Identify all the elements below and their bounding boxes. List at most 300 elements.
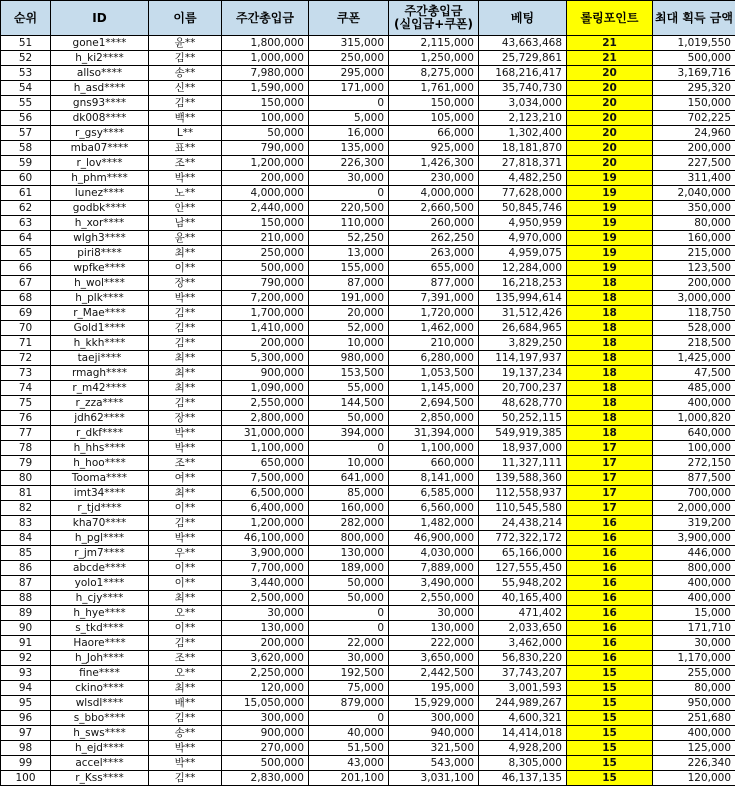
- cell-name: 김**: [149, 636, 222, 651]
- cell-coupon: 75,000: [309, 681, 389, 696]
- cell-weekly-deposit: 1,000,000: [222, 51, 309, 66]
- cell-id: gone1****: [51, 36, 149, 51]
- cell-weekly-total: 1,145,000: [389, 381, 479, 396]
- cell-max-reward: 446,000: [653, 546, 735, 561]
- cell-weekly-deposit: 7,700,000: [222, 561, 309, 576]
- cell-weekly-total: 130,000: [389, 621, 479, 636]
- cell-weekly-deposit: 250,000: [222, 246, 309, 261]
- cell-rank: 95: [1, 696, 51, 711]
- cell-rolling-points: 17: [567, 501, 653, 516]
- cell-id: wpfke****: [51, 261, 149, 276]
- cell-rolling-points: 18: [567, 426, 653, 441]
- cell-betting: 27,818,371: [479, 156, 567, 171]
- cell-name: 최**: [149, 486, 222, 501]
- cell-max-reward: 1,425,000: [653, 351, 735, 366]
- cell-rolling-points: 18: [567, 276, 653, 291]
- cell-betting: 4,482,250: [479, 171, 567, 186]
- cell-id: dk008****: [51, 111, 149, 126]
- cell-rank: 75: [1, 396, 51, 411]
- cell-betting: 471,402: [479, 606, 567, 621]
- cell-coupon: 0: [309, 186, 389, 201]
- cell-coupon: 5,000: [309, 111, 389, 126]
- cell-name: L**: [149, 126, 222, 141]
- cell-rank: 94: [1, 681, 51, 696]
- table-row: [1, 771, 735, 786]
- cell-max-reward: 700,000: [653, 486, 735, 501]
- table-row: [1, 186, 735, 201]
- cell-betting: 77,628,000: [479, 186, 567, 201]
- cell-coupon: 201,100: [309, 771, 389, 786]
- table-row: [1, 531, 735, 546]
- cell-rolling-points: 20: [567, 111, 653, 126]
- cell-rank: 53: [1, 66, 51, 81]
- cell-betting: 8,305,000: [479, 756, 567, 771]
- cell-name: 윤**: [149, 231, 222, 246]
- cell-betting: 4,970,000: [479, 231, 567, 246]
- cell-betting: 1,302,400: [479, 126, 567, 141]
- cell-max-reward: 226,340: [653, 756, 735, 771]
- cell-rolling-points: 19: [567, 201, 653, 216]
- cell-weekly-deposit: 7,200,000: [222, 291, 309, 306]
- cell-rank: 84: [1, 531, 51, 546]
- cell-id: h_hye****: [51, 606, 149, 621]
- cell-max-reward: 80,000: [653, 216, 735, 231]
- col-header-weekly-total: 주간총입금 (실입금+쿠폰): [389, 1, 479, 36]
- cell-max-reward: 500,000: [653, 51, 735, 66]
- cell-betting: 14,414,018: [479, 726, 567, 741]
- cell-id: taeji****: [51, 351, 149, 366]
- cell-rolling-points: 18: [567, 336, 653, 351]
- cell-name: 오**: [149, 666, 222, 681]
- cell-coupon: 10,000: [309, 456, 389, 471]
- cell-betting: 65,166,000: [479, 546, 567, 561]
- cell-weekly-deposit: 6,400,000: [222, 501, 309, 516]
- cell-name: 김**: [149, 51, 222, 66]
- cell-rolling-points: 16: [567, 636, 653, 651]
- cell-coupon: 55,000: [309, 381, 389, 396]
- col-header-name: 이름: [149, 1, 222, 36]
- cell-name: 남**: [149, 216, 222, 231]
- cell-id: gns93****: [51, 96, 149, 111]
- cell-max-reward: 702,225: [653, 111, 735, 126]
- cell-betting: 26,684,965: [479, 321, 567, 336]
- cell-weekly-total: 2,442,500: [389, 666, 479, 681]
- cell-id: jdh62****: [51, 411, 149, 426]
- cell-id: h_ejd****: [51, 741, 149, 756]
- cell-weekly-total: 2,550,000: [389, 591, 479, 606]
- cell-weekly-total: 321,500: [389, 741, 479, 756]
- cell-rank: 73: [1, 366, 51, 381]
- table-row: [1, 261, 735, 276]
- table-row: [1, 246, 735, 261]
- cell-weekly-deposit: 500,000: [222, 756, 309, 771]
- cell-name: 최**: [149, 681, 222, 696]
- cell-weekly-total: 31,394,000: [389, 426, 479, 441]
- cell-weekly-total: 150,000: [389, 96, 479, 111]
- cell-weekly-deposit: 200,000: [222, 336, 309, 351]
- cell-max-reward: 2,040,000: [653, 186, 735, 201]
- cell-betting: 114,197,937: [479, 351, 567, 366]
- cell-name: 이**: [149, 621, 222, 636]
- cell-id: allso****: [51, 66, 149, 81]
- cell-id: piri8****: [51, 246, 149, 261]
- cell-id: r_gsy****: [51, 126, 149, 141]
- table-row: [1, 171, 735, 186]
- cell-betting: 19,137,234: [479, 366, 567, 381]
- cell-coupon: 153,500: [309, 366, 389, 381]
- cell-weekly-deposit: 6,500,000: [222, 486, 309, 501]
- cell-rank: 82: [1, 501, 51, 516]
- cell-weekly-total: 260,000: [389, 216, 479, 231]
- cell-betting: 139,588,360: [479, 471, 567, 486]
- cell-id: kha70****: [51, 516, 149, 531]
- cell-betting: 4,950,959: [479, 216, 567, 231]
- cell-max-reward: 251,680: [653, 711, 735, 726]
- cell-betting: 11,327,111: [479, 456, 567, 471]
- cell-weekly-deposit: 4,000,000: [222, 186, 309, 201]
- cell-max-reward: 1,170,000: [653, 651, 735, 666]
- table-body: [1, 36, 735, 786]
- cell-coupon: 22,000: [309, 636, 389, 651]
- cell-max-reward: 30,000: [653, 636, 735, 651]
- table-row: [1, 156, 735, 171]
- cell-name: 김**: [149, 396, 222, 411]
- cell-max-reward: 800,000: [653, 561, 735, 576]
- cell-betting: 112,558,937: [479, 486, 567, 501]
- cell-weekly-total: 543,000: [389, 756, 479, 771]
- cell-weekly-deposit: 500,000: [222, 261, 309, 276]
- cell-name: 김**: [149, 771, 222, 786]
- cell-weekly-total: 660,000: [389, 456, 479, 471]
- cell-weekly-total: 300,000: [389, 711, 479, 726]
- cell-rolling-points: 16: [567, 531, 653, 546]
- cell-betting: 40,165,400: [479, 591, 567, 606]
- cell-max-reward: 400,000: [653, 591, 735, 606]
- cell-weekly-total: 8,275,000: [389, 66, 479, 81]
- cell-id: r_dkf****: [51, 426, 149, 441]
- cell-weekly-deposit: 150,000: [222, 216, 309, 231]
- cell-max-reward: 80,000: [653, 681, 735, 696]
- cell-betting: 4,959,075: [479, 246, 567, 261]
- cell-rank: 54: [1, 81, 51, 96]
- table-row: [1, 366, 735, 381]
- cell-id: abcde****: [51, 561, 149, 576]
- cell-id: mba07****: [51, 141, 149, 156]
- cell-betting: 16,218,253: [479, 276, 567, 291]
- cell-id: h_hoo****: [51, 456, 149, 471]
- cell-betting: 48,628,770: [479, 396, 567, 411]
- table-row: [1, 291, 735, 306]
- cell-rank: 92: [1, 651, 51, 666]
- cell-betting: 2,123,210: [479, 111, 567, 126]
- cell-max-reward: 120,000: [653, 771, 735, 786]
- cell-id: h_wol****: [51, 276, 149, 291]
- cell-rolling-points: 16: [567, 561, 653, 576]
- cell-name: 김**: [149, 336, 222, 351]
- table-row: [1, 96, 735, 111]
- cell-rolling-points: 17: [567, 471, 653, 486]
- cell-coupon: 50,000: [309, 591, 389, 606]
- cell-name: 조**: [149, 651, 222, 666]
- cell-rank: 67: [1, 276, 51, 291]
- cell-betting: 3,462,000: [479, 636, 567, 651]
- cell-weekly-total: 1,053,500: [389, 366, 479, 381]
- table-row: [1, 666, 735, 681]
- cell-coupon: 87,000: [309, 276, 389, 291]
- cell-rank: 59: [1, 156, 51, 171]
- cell-weekly-deposit: 7,500,000: [222, 471, 309, 486]
- cell-name: 이**: [149, 576, 222, 591]
- table-row: [1, 516, 735, 531]
- cell-weekly-total: 1,482,000: [389, 516, 479, 531]
- cell-rolling-points: 16: [567, 516, 653, 531]
- cell-max-reward: 215,000: [653, 246, 735, 261]
- cell-weekly-deposit: 2,800,000: [222, 411, 309, 426]
- cell-coupon: 282,000: [309, 516, 389, 531]
- col-header-rolling-points: 롤링포인트: [567, 1, 653, 36]
- cell-coupon: 51,500: [309, 741, 389, 756]
- cell-betting: 24,438,214: [479, 516, 567, 531]
- cell-betting: 772,322,172: [479, 531, 567, 546]
- col-header-weekly-deposit: 주간총입금: [222, 1, 309, 36]
- cell-rank: 65: [1, 246, 51, 261]
- table-row: [1, 681, 735, 696]
- cell-max-reward: 171,710: [653, 621, 735, 636]
- cell-coupon: 50,000: [309, 411, 389, 426]
- cell-max-reward: 200,000: [653, 276, 735, 291]
- cell-weekly-deposit: 31,000,000: [222, 426, 309, 441]
- table-row: [1, 456, 735, 471]
- cell-rolling-points: 19: [567, 261, 653, 276]
- cell-coupon: 800,000: [309, 531, 389, 546]
- cell-weekly-deposit: 210,000: [222, 231, 309, 246]
- table-row: [1, 111, 735, 126]
- table-row: [1, 636, 735, 651]
- cell-rank: 93: [1, 666, 51, 681]
- table-row: [1, 141, 735, 156]
- cell-id: r_Mae****: [51, 306, 149, 321]
- cell-rank: 66: [1, 261, 51, 276]
- table-row: [1, 606, 735, 621]
- table-row: [1, 396, 735, 411]
- cell-weekly-total: 30,000: [389, 606, 479, 621]
- cell-weekly-deposit: 1,590,000: [222, 81, 309, 96]
- cell-weekly-deposit: 650,000: [222, 456, 309, 471]
- cell-weekly-deposit: 1,090,000: [222, 381, 309, 396]
- col-header-coupon: 쿠폰: [309, 1, 389, 36]
- cell-name: 조**: [149, 456, 222, 471]
- cell-rank: 70: [1, 321, 51, 336]
- cell-coupon: 0: [309, 441, 389, 456]
- cell-rank: 100: [1, 771, 51, 786]
- cell-max-reward: 485,000: [653, 381, 735, 396]
- cell-coupon: 135,000: [309, 141, 389, 156]
- cell-weekly-total: 210,000: [389, 336, 479, 351]
- cell-weekly-deposit: 790,000: [222, 276, 309, 291]
- cell-weekly-deposit: 2,250,000: [222, 666, 309, 681]
- cell-weekly-deposit: 1,700,000: [222, 306, 309, 321]
- cell-coupon: 879,000: [309, 696, 389, 711]
- cell-rank: 81: [1, 486, 51, 501]
- table-row: [1, 486, 735, 501]
- cell-name: 최**: [149, 366, 222, 381]
- cell-weekly-total: 195,000: [389, 681, 479, 696]
- cell-weekly-total: 2,850,000: [389, 411, 479, 426]
- cell-coupon: 40,000: [309, 726, 389, 741]
- cell-weekly-deposit: 200,000: [222, 171, 309, 186]
- cell-rolling-points: 16: [567, 576, 653, 591]
- cell-id: h_cjy****: [51, 591, 149, 606]
- cell-weekly-deposit: 1,800,000: [222, 36, 309, 51]
- cell-name: 김**: [149, 306, 222, 321]
- cell-betting: 46,137,135: [479, 771, 567, 786]
- cell-rolling-points: 16: [567, 621, 653, 636]
- cell-id: h_xor****: [51, 216, 149, 231]
- cell-weekly-total: 1,100,000: [389, 441, 479, 456]
- cell-rank: 99: [1, 756, 51, 771]
- cell-weekly-total: 2,115,000: [389, 36, 479, 51]
- cell-betting: 20,700,237: [479, 381, 567, 396]
- cell-rank: 77: [1, 426, 51, 441]
- cell-id: imt34****: [51, 486, 149, 501]
- cell-weekly-total: 6,280,000: [389, 351, 479, 366]
- cell-weekly-total: 1,250,000: [389, 51, 479, 66]
- cell-weekly-deposit: 300,000: [222, 711, 309, 726]
- table-row: [1, 591, 735, 606]
- cell-name: 배**: [149, 696, 222, 711]
- cell-rank: 63: [1, 216, 51, 231]
- cell-rolling-points: 16: [567, 606, 653, 621]
- table-row: [1, 381, 735, 396]
- cell-weekly-deposit: 2,500,000: [222, 591, 309, 606]
- cell-weekly-total: 263,000: [389, 246, 479, 261]
- table-row: [1, 711, 735, 726]
- cell-max-reward: 400,000: [653, 726, 735, 741]
- cell-rolling-points: 15: [567, 666, 653, 681]
- cell-rolling-points: 19: [567, 216, 653, 231]
- table-row: [1, 621, 735, 636]
- cell-name: 박**: [149, 426, 222, 441]
- cell-rank: 71: [1, 336, 51, 351]
- cell-betting: 3,829,250: [479, 336, 567, 351]
- table-row: [1, 441, 735, 456]
- cell-weekly-deposit: 1,410,000: [222, 321, 309, 336]
- cell-weekly-deposit: 200,000: [222, 636, 309, 651]
- table-row: [1, 426, 735, 441]
- cell-rank: 97: [1, 726, 51, 741]
- cell-betting: 31,512,426: [479, 306, 567, 321]
- cell-max-reward: 400,000: [653, 396, 735, 411]
- cell-rolling-points: 16: [567, 591, 653, 606]
- cell-id: h_Joh****: [51, 651, 149, 666]
- cell-weekly-total: 230,000: [389, 171, 479, 186]
- cell-id: h_sws****: [51, 726, 149, 741]
- cell-betting: 3,001,593: [479, 681, 567, 696]
- cell-weekly-deposit: 130,000: [222, 621, 309, 636]
- cell-id: s_tkd****: [51, 621, 149, 636]
- table-row: [1, 66, 735, 81]
- cell-coupon: 250,000: [309, 51, 389, 66]
- cell-coupon: 50,000: [309, 576, 389, 591]
- cell-coupon: 192,500: [309, 666, 389, 681]
- cell-id: ckino****: [51, 681, 149, 696]
- cell-id: Haore****: [51, 636, 149, 651]
- cell-weekly-deposit: 2,440,000: [222, 201, 309, 216]
- cell-rank: 61: [1, 186, 51, 201]
- cell-coupon: 130,000: [309, 546, 389, 561]
- cell-rolling-points: 18: [567, 366, 653, 381]
- cell-coupon: 155,000: [309, 261, 389, 276]
- cell-name: 박**: [149, 756, 222, 771]
- cell-max-reward: 3,900,000: [653, 531, 735, 546]
- table-row: [1, 321, 735, 336]
- cell-id: r_m42****: [51, 381, 149, 396]
- cell-rank: 80: [1, 471, 51, 486]
- cell-max-reward: 350,000: [653, 201, 735, 216]
- cell-name: 김**: [149, 96, 222, 111]
- cell-weekly-deposit: 46,100,000: [222, 531, 309, 546]
- cell-weekly-deposit: 50,000: [222, 126, 309, 141]
- cell-rolling-points: 20: [567, 81, 653, 96]
- cell-betting: 168,216,417: [479, 66, 567, 81]
- cell-coupon: 144,500: [309, 396, 389, 411]
- cell-weekly-deposit: 15,050,000: [222, 696, 309, 711]
- table-row: [1, 696, 735, 711]
- cell-coupon: 160,000: [309, 501, 389, 516]
- cell-max-reward: 47,500: [653, 366, 735, 381]
- cell-name: 장**: [149, 276, 222, 291]
- cell-coupon: 16,000: [309, 126, 389, 141]
- table-row: [1, 126, 735, 141]
- cell-name: 이**: [149, 561, 222, 576]
- cell-max-reward: 150,000: [653, 96, 735, 111]
- cell-coupon: 220,500: [309, 201, 389, 216]
- cell-betting: 3,034,000: [479, 96, 567, 111]
- cell-max-reward: 15,000: [653, 606, 735, 621]
- cell-id: accel****: [51, 756, 149, 771]
- table-row: [1, 306, 735, 321]
- cell-weekly-deposit: 1,200,000: [222, 516, 309, 531]
- cell-id: r_tjd****: [51, 501, 149, 516]
- cell-rank: 72: [1, 351, 51, 366]
- cell-coupon: 13,000: [309, 246, 389, 261]
- cell-id: r_Kss****: [51, 771, 149, 786]
- cell-coupon: 171,000: [309, 81, 389, 96]
- cell-name: 박**: [149, 171, 222, 186]
- cell-weekly-deposit: 120,000: [222, 681, 309, 696]
- cell-name: 최**: [149, 246, 222, 261]
- cell-coupon: 0: [309, 606, 389, 621]
- cell-rolling-points: 17: [567, 441, 653, 456]
- cell-id: r_lov****: [51, 156, 149, 171]
- table-row: [1, 51, 735, 66]
- cell-weekly-total: 8,141,000: [389, 471, 479, 486]
- cell-name: 최**: [149, 351, 222, 366]
- cell-weekly-deposit: 2,830,000: [222, 771, 309, 786]
- cell-weekly-total: 262,250: [389, 231, 479, 246]
- cell-max-reward: 3,000,000: [653, 291, 735, 306]
- cell-max-reward: 528,000: [653, 321, 735, 336]
- table-row: [1, 756, 735, 771]
- cell-rolling-points: 15: [567, 696, 653, 711]
- table-row: [1, 336, 735, 351]
- cell-betting: 18,181,870: [479, 141, 567, 156]
- cell-rolling-points: 17: [567, 486, 653, 501]
- cell-weekly-total: 4,000,000: [389, 186, 479, 201]
- cell-coupon: 110,000: [309, 216, 389, 231]
- cell-rank: 62: [1, 201, 51, 216]
- table-row: [1, 276, 735, 291]
